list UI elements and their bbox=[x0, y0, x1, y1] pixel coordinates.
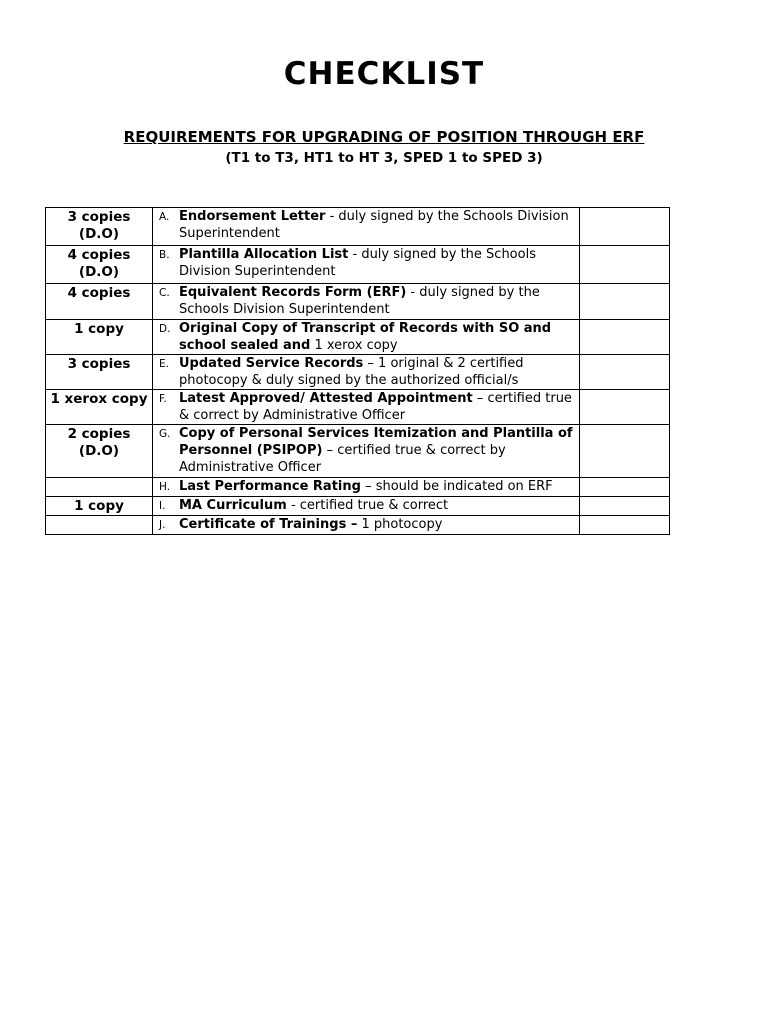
requirements-table bbox=[45, 207, 670, 535]
page-title: CHECKLIST bbox=[283, 56, 485, 92]
checkmark-cell bbox=[580, 284, 670, 320]
requirement-name: Equivalent Records Form (ERF) bbox=[179, 285, 407, 300]
requirement-text bbox=[179, 355, 575, 389]
requirement-name: Updated Service Records bbox=[179, 356, 364, 371]
requirement-cell bbox=[153, 246, 580, 284]
item-letter: E. bbox=[159, 358, 169, 370]
requirement-cell bbox=[153, 320, 580, 355]
requirement-name: Certificate of Trainings – bbox=[179, 517, 358, 532]
requirement-detail: – certified true & correct by Administrative Officer bbox=[179, 443, 506, 475]
quantity-cell: 3 copies (D.O) bbox=[46, 208, 153, 246]
requirement-detail: - duly signed by the Schools Division Superintendent bbox=[179, 285, 540, 317]
table-row bbox=[46, 284, 670, 320]
table-row bbox=[46, 246, 670, 284]
item-letter: C. bbox=[159, 287, 170, 299]
requirement-cell bbox=[153, 497, 580, 516]
requirement-name: Latest Approved/ Attested Appointment bbox=[179, 391, 473, 406]
requirement-content bbox=[153, 284, 579, 318]
requirement-detail: – certified true & correct by Administrative Officer bbox=[179, 391, 572, 423]
requirement-text bbox=[179, 246, 575, 280]
requirement-content bbox=[153, 320, 579, 354]
requirement-cell bbox=[153, 478, 580, 497]
requirement-name: Last Performance Rating bbox=[179, 479, 361, 494]
requirement-content bbox=[153, 516, 579, 534]
requirement-detail: - certified true & correct bbox=[286, 498, 449, 513]
table-row bbox=[46, 516, 670, 535]
checkmark-cell bbox=[580, 320, 670, 355]
requirement-text bbox=[179, 284, 575, 318]
requirement-detail: – should be indicated on ERF bbox=[360, 479, 553, 494]
quantity-cell: 1 copy bbox=[46, 320, 153, 355]
requirement-detail: – 1 original & 2 certified photocopy & duly signed by the authorized official/s bbox=[179, 356, 524, 388]
checkmark-cell bbox=[580, 390, 670, 425]
requirement-cell bbox=[153, 208, 580, 246]
requirement-detail: - duly signed by the Schools Division Superintendent bbox=[179, 209, 569, 241]
quantity-cell bbox=[46, 478, 153, 497]
requirement-content bbox=[153, 355, 579, 389]
requirement-detail: 1 xerox copy bbox=[310, 338, 398, 353]
checkmark-cell bbox=[580, 246, 670, 284]
requirement-cell bbox=[153, 355, 580, 390]
checkmark-cell bbox=[580, 425, 670, 478]
requirement-detail: - duly signed by the Schools Division Superintendent bbox=[179, 247, 536, 279]
requirement-content bbox=[153, 246, 579, 280]
requirement-content bbox=[153, 208, 579, 242]
item-letter: B. bbox=[159, 249, 170, 261]
checkmark-cell bbox=[580, 478, 670, 497]
requirements-table-body bbox=[46, 208, 670, 535]
table-row bbox=[46, 425, 670, 478]
quantity-cell: 1 copy bbox=[46, 497, 153, 516]
table-row bbox=[46, 478, 670, 497]
requirement-text bbox=[179, 516, 575, 534]
requirement-cell bbox=[153, 516, 580, 535]
item-letter: F. bbox=[159, 393, 167, 405]
item-letter: G. bbox=[159, 428, 171, 440]
requirement-detail: 1 photocopy bbox=[357, 517, 443, 532]
requirement-cell bbox=[153, 390, 580, 425]
requirement-cell bbox=[153, 284, 580, 320]
table-row bbox=[46, 390, 670, 425]
requirement-text bbox=[179, 478, 575, 496]
item-letter: H. bbox=[159, 481, 171, 493]
checkmark-cell bbox=[580, 516, 670, 535]
requirement-content bbox=[153, 425, 579, 476]
requirement-name: MA Curriculum bbox=[179, 498, 287, 513]
item-letter: J. bbox=[159, 519, 166, 531]
requirement-content bbox=[153, 497, 579, 515]
requirement-text bbox=[179, 320, 575, 354]
requirement-text bbox=[179, 425, 575, 476]
checkmark-cell bbox=[580, 208, 670, 246]
item-letter: I. bbox=[159, 500, 166, 512]
table-row bbox=[46, 355, 670, 390]
requirement-name: Copy of Personal Services Itemization and Plantilla of Personnel (PSIPOP) bbox=[179, 426, 573, 458]
item-letter: D. bbox=[159, 323, 171, 335]
requirement-name: Original Copy of Transcript of Records with SO and school sealed and bbox=[179, 321, 552, 353]
requirement-name: Plantilla Allocation List bbox=[179, 247, 349, 262]
quantity-cell bbox=[46, 516, 153, 535]
document-subtitle: REQUIREMENTS FOR UPGRADING OF POSITION THROUGH ERF bbox=[123, 128, 645, 146]
requirement-text bbox=[179, 390, 575, 424]
requirement-text bbox=[179, 497, 575, 515]
quantity-cell: 1 xerox copy bbox=[46, 390, 153, 425]
quantity-cell: 2 copies (D.O) bbox=[46, 425, 153, 478]
item-letter: A. bbox=[159, 211, 170, 223]
requirement-content bbox=[153, 390, 579, 424]
table-row bbox=[46, 208, 670, 246]
quantity-cell: 3 copies bbox=[46, 355, 153, 390]
position-range: (T1 to T3, HT1 to HT 3, SPED 1 to SPED 3) bbox=[225, 150, 543, 166]
requirement-text bbox=[179, 208, 575, 242]
table-row bbox=[46, 320, 670, 355]
quantity-cell: 4 copies bbox=[46, 284, 153, 320]
requirement-name: Endorsement Letter bbox=[179, 209, 326, 224]
table-row bbox=[46, 497, 670, 516]
checkmark-cell bbox=[580, 497, 670, 516]
quantity-cell: 4 copies (D.O) bbox=[46, 246, 153, 284]
requirement-cell bbox=[153, 425, 580, 478]
requirement-content bbox=[153, 478, 579, 496]
checkmark-cell bbox=[580, 355, 670, 390]
